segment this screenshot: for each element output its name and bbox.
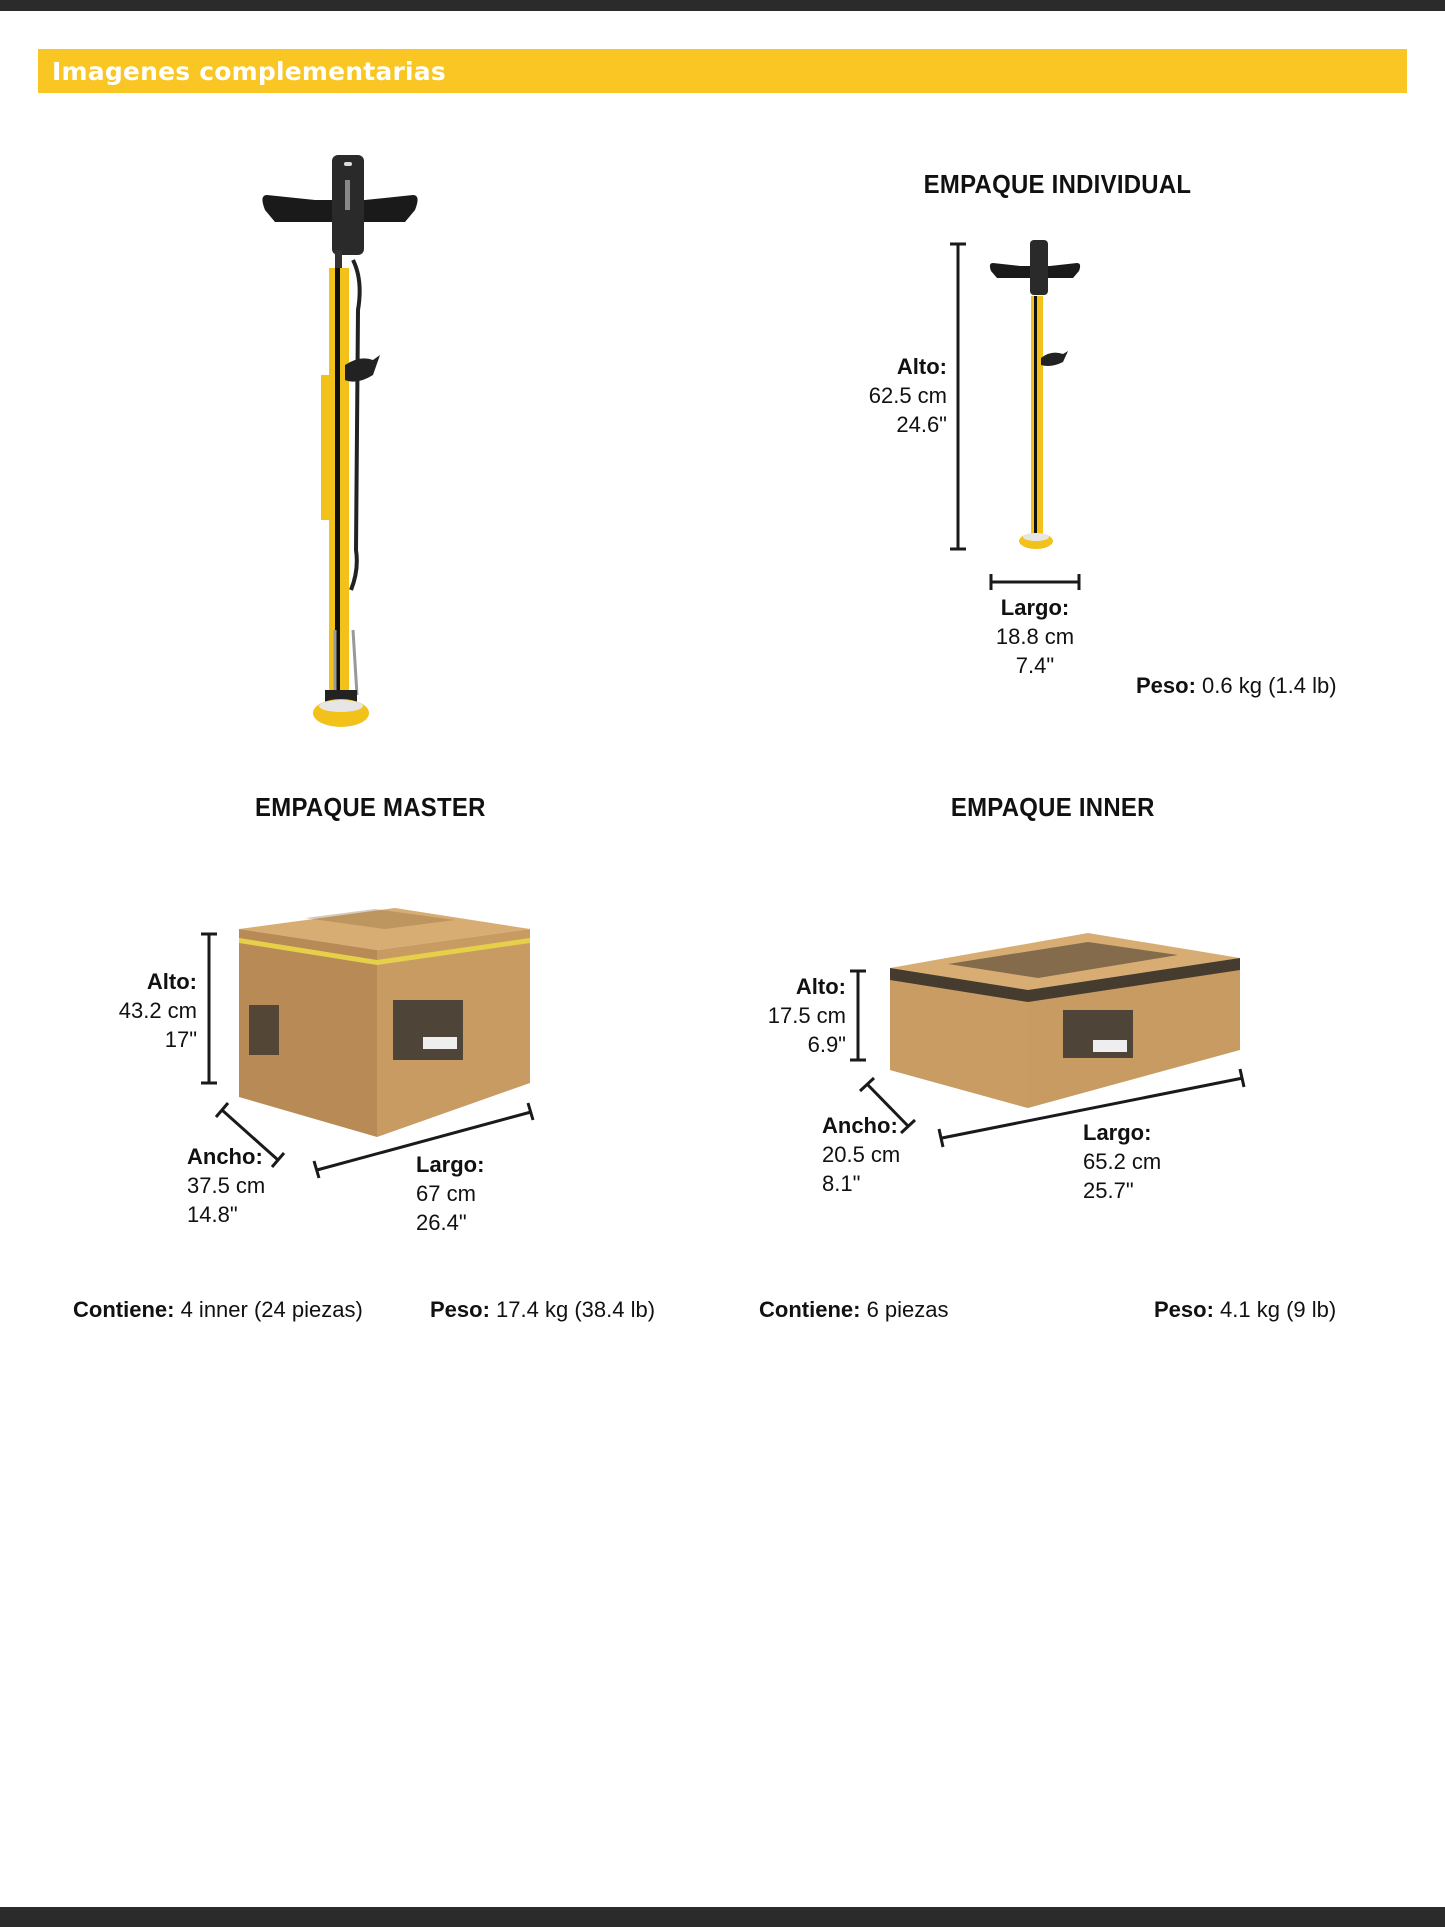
top-bar [0, 0, 1445, 11]
inner-ancho-label: Ancho: 20.5 cm 8.1" [822, 1113, 901, 1196]
master-ancho-label: Ancho: 37.5 cm 14.8" [187, 1144, 266, 1227]
individual-pump-image [985, 238, 1085, 553]
bottom-bar [0, 1907, 1445, 1927]
inner-peso: Peso: 4.1 kg (9 lb) [1154, 1297, 1337, 1322]
master-heading: EMPAQUE MASTER [255, 792, 486, 822]
master-peso: Peso: 17.4 kg (38.4 lb) [430, 1297, 656, 1322]
inner-contiene: Contiene: 6 piezas [759, 1297, 949, 1322]
inner-height-dimension-line [848, 970, 868, 1062]
individual-peso: Peso: 0.6 kg (1.4 lb) [1136, 673, 1337, 698]
individual-heading: EMPAQUE INDIVIDUAL [923, 169, 1192, 199]
inner-heading: EMPAQUE INNER [950, 792, 1155, 822]
master-contiene: Contiene: 4 inner (24 piezas) [73, 1297, 363, 1322]
inner-alto-label: Alto: 17.5 cm 6.9" [767, 974, 846, 1057]
individual-width-dimension-line [989, 572, 1081, 592]
master-alto-label: Alto: 43.2 cm 17" [118, 969, 197, 1052]
master-height-dimension-line [199, 933, 219, 1085]
inner-largo-label: Largo: 65.2 cm 25.7" [1083, 1120, 1162, 1203]
individual-largo-label: Largo: 18.8 cm 7.4" [995, 595, 1075, 678]
individual-alto-label: Alto: 62.5 cm 24.6" [868, 354, 947, 437]
section-banner [38, 49, 1407, 93]
pump-product-image [255, 150, 425, 725]
master-largo-label: Largo: 67 cm 26.4" [416, 1152, 485, 1235]
individual-height-dimension-line [948, 243, 968, 551]
banner-title: Imagenes complementarias [52, 57, 446, 86]
